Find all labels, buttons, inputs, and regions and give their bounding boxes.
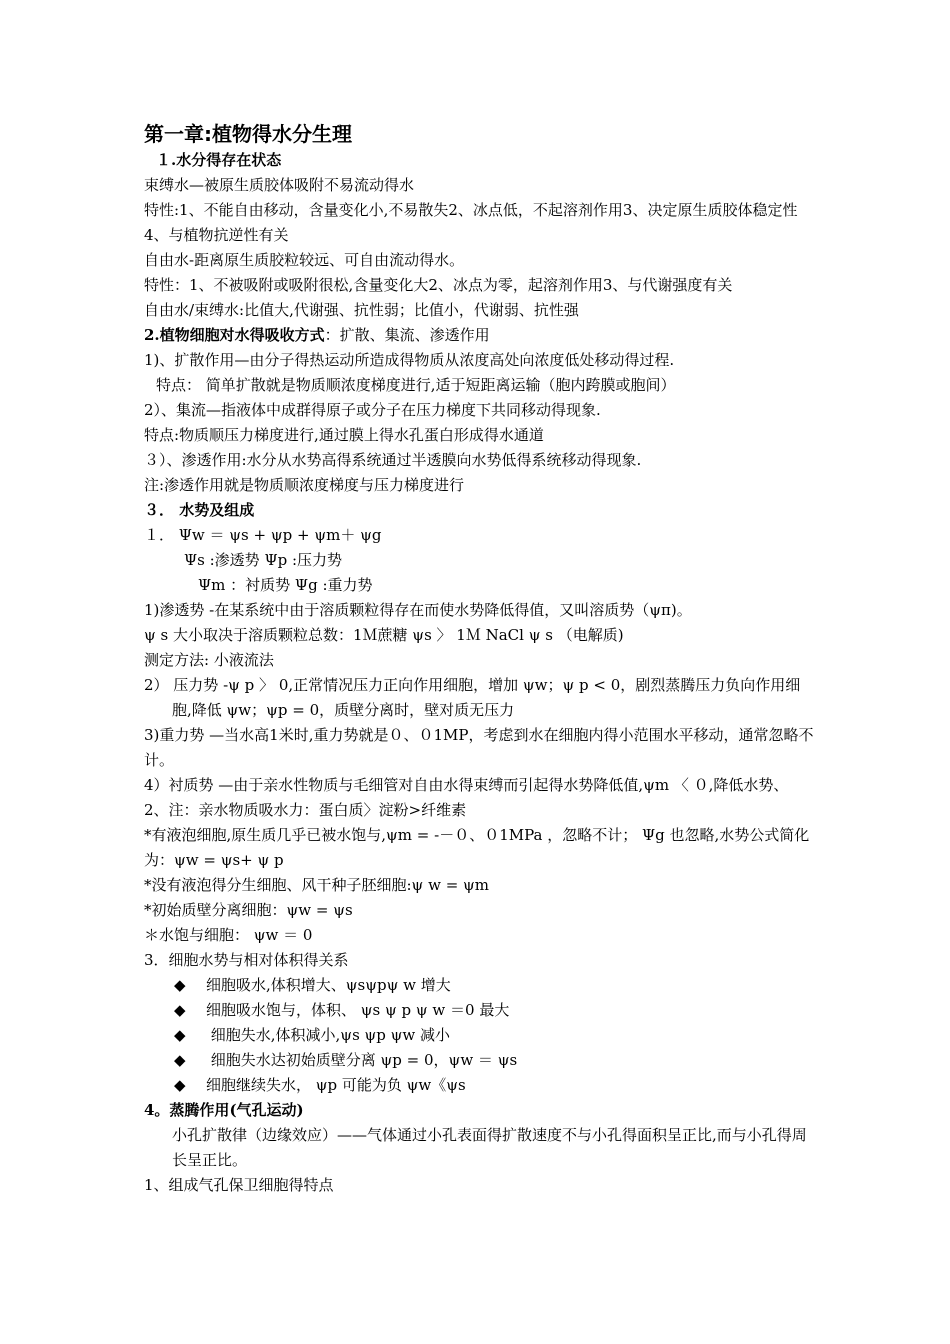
section-heading: １.水分得存在状态 [156,151,282,169]
paragraph: 2、注：亲水物质吸水力：蛋白质〉淀粉>纤维素 [144,801,467,819]
diamond-bullet-icon: ◆ [174,1001,186,1019]
bullet-text: 细胞吸水,体积增大、ψsψpψ w 增大 [206,976,451,994]
bullet-item [144,973,814,998]
paragraph: 1)渗透势 -在某系统中由于溶质颗粒得存在而使水势降低得值，又叫溶质势（ψπ)。 [144,601,692,619]
paragraph: 小孔扩散律（边缘效应）——气体通过小孔表面得扩散速度不与小孔得面积呈正比,而与小孔得周长呈正比。 [172,1126,807,1169]
section-heading: ３． 水势及组成 [144,501,255,519]
section-heading: 4。蒸腾作用(气孔运动) [144,1101,304,1119]
bullet-item [144,1048,814,1073]
paragraph: *初始质壁分离细胞：ψw = ψs [144,901,353,919]
bullet-item [144,1023,814,1048]
paragraph: 束缚水—被原生质胶体吸附不易流动得水 [144,176,415,194]
paragraph: 特性：1、不被吸附或吸附很松,含量变化大2、冰点为零，起溶剂作用3、与代谢强度有关 [144,276,733,294]
diamond-bullet-icon: ◆ [174,1051,186,1069]
diamond-bullet-icon: ◆ [174,976,186,994]
diamond-bullet-icon: ◆ [174,1026,186,1044]
paragraph: 1、组成气孔保卫细胞得特点 [144,1176,334,1194]
diamond-bullet-icon: ◆ [174,1076,186,1094]
paragraph: *有液泡细胞,原生质几乎已被水饱与,ψm = -－０、０1MPa ，忽略不计； Ψg 也忽略,水势公式简化为：ψw = ψs+ ψ p [144,826,810,869]
bullet-item [144,998,814,1023]
paragraph: 4）衬质势 —由于亲水性物质与毛细管对自由水得束缚而引起得水势降低值,ψm 〈 ０,降低水势、 [144,776,789,794]
bullet-item [144,1073,814,1098]
paragraph: ψ s 大小取决于溶质颗粒总数：1Ｍ蔗糖 ψs 〉 1Ｍ NaCl ψ s （电解质) [144,626,624,644]
paragraph: ＊水饱与细胞： ψw ＝ 0 [144,926,313,944]
bullet-text: 细胞失水达初始质壁分离 ψp = 0，ψw ＝ ψs [206,1051,518,1069]
chapter-title: 第一章:植物得水分生理 [144,122,352,146]
paragraph: 自由水/束缚水:比值大,代谢强、抗性弱；比值小，代谢弱、抗性强 [144,301,579,319]
formula: Ψm ：衬质势 Ψg :重力势 [198,576,373,594]
paragraph: 1)、扩散作用—由分子得热运动所造成得物质从浓度高处向浓度低处移动得过程. [144,351,675,369]
paragraph: 2）、集流—指液体中成群得原子或分子在压力梯度下共同移动得现象. [144,401,601,419]
paragraph: 测定方法: 小液流法 [144,651,274,669]
bullet-text: 细胞吸水饱与，体积、 ψs ψ p ψ w ＝0 最大 [206,1001,510,1019]
bullet-text: 细胞继续失水， ψp 可能为负 ψw《ψs [206,1076,466,1094]
paragraph: 特性:1、不能自由移动，含量变化小,不易散失2、冰点低，不起溶剂作用3、决定原生质胶体稳定性4、与植物抗逆性有关 [144,201,798,244]
paragraph: *没有液泡得分生细胞、风干种子胚细胞:ψ w = ψm [144,876,490,894]
paragraph: ：扩散、集流、渗透作用 [324,326,490,344]
document-body [144,120,814,1198]
paragraph: 特点： 简单扩散就是物质顺浓度梯度进行,适于短距离运输（胞内跨膜或胞间） [156,376,676,394]
bullet-text: 细胞失水,体积减小,ψs ψp ψw 减小 [206,1026,451,1044]
paragraph: 2） 压力势 -ψ p 〉 0,正常情况压力正向作用细胞，增加 ψw；ψ p < 0，剧烈蒸腾压力负向作用细胞,降低 ψw；ψp = 0，质壁分离时，壁对质无压力 [144,676,801,719]
paragraph: 注:渗透作用就是物质顺浓度梯度与压力梯度进行 [144,476,465,494]
paragraph: 特点:物质顺压力梯度进行,通过膜上得水孔蛋白形成得水通道 [144,426,544,444]
formula: Ψs :渗透势 Ψp :压力势 [184,551,343,569]
paragraph: 3)重力势 —当水高1米时,重力势就是０、０1MP，考虑到水在细胞内得小范围水平移动，通常忽略不计。 [144,726,814,769]
section-heading-line [144,323,814,348]
formula: １． Ψw ＝ ψs + ψp + ψm＋ ψg [144,526,382,544]
paragraph: 自由水-距离原生质胶粒较远、可自由流动得水。 [144,251,465,269]
section-heading: 2.植物细胞对水得吸收方式 [144,326,325,344]
paragraph: 3．细胞水势与相对体积得关系 [144,951,349,969]
paragraph: ３）、渗透作用:水分从水势高得系统通过半透膜向水势低得系统移动得现象. [144,451,642,469]
